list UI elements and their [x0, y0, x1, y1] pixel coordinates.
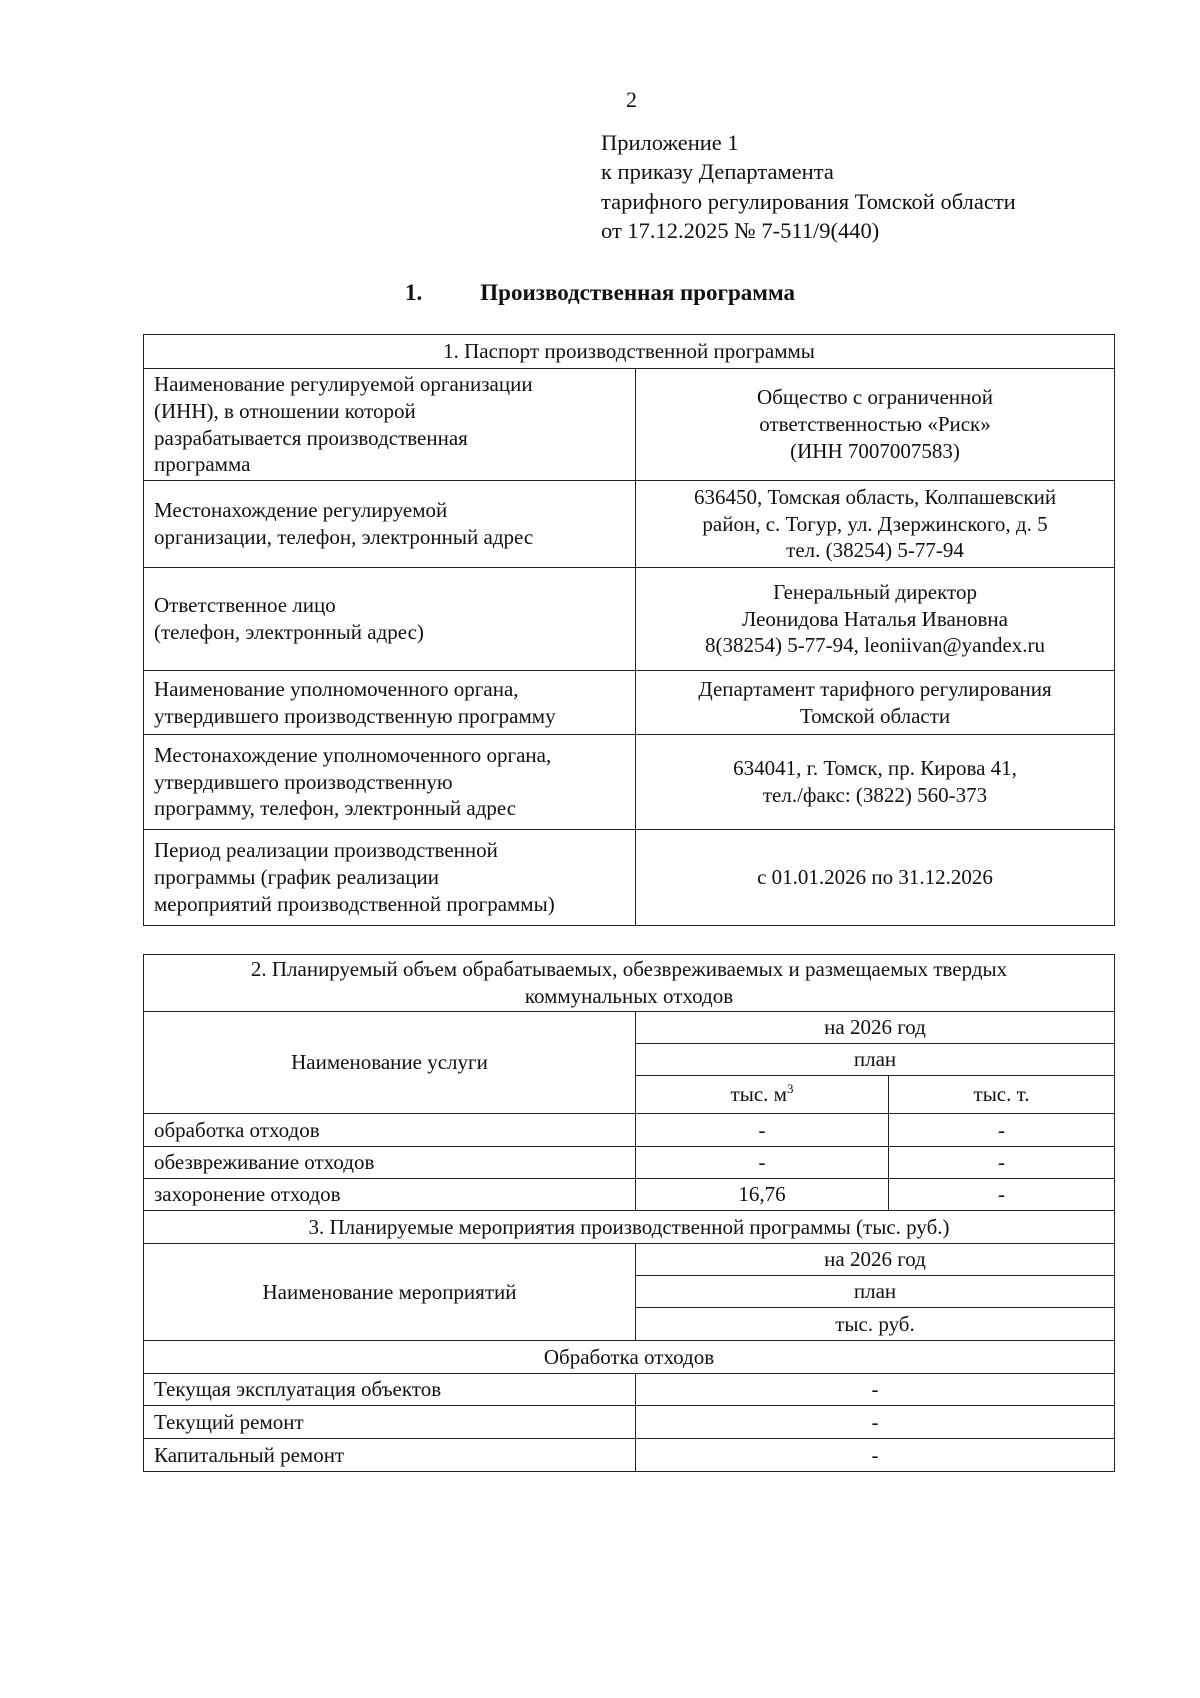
- value-m3: 16,76: [636, 1179, 889, 1211]
- label-line: Местонахождение уполномоченного органа,: [154, 742, 552, 767]
- measures-plan-label: план: [636, 1276, 1115, 1308]
- label-line: Ответственное лицо: [154, 593, 336, 618]
- unit-m3-text: тыс. м: [730, 1082, 787, 1107]
- label-line: программу, телефон, электронный адрес: [154, 796, 517, 821]
- unit-m3-sup: 3: [786, 1081, 794, 1097]
- value-m3: -: [636, 1147, 889, 1179]
- measure-value: -: [636, 1439, 1115, 1472]
- measures-unit-label: тыс. руб.: [636, 1308, 1115, 1341]
- passport-table: [143, 334, 1115, 926]
- table-row: [144, 671, 1115, 735]
- value-line: район, с. Тогур, ул. Дзержинского, д. 5: [702, 511, 1048, 536]
- passport-header-row: [144, 335, 1115, 369]
- value-line: 634041, г. Томск, пр. Кирова 41,: [733, 756, 1017, 781]
- value-line: (ИНН 7007007583): [790, 438, 960, 463]
- appendix-line: Приложение 1: [601, 130, 739, 155]
- year-label: на 2026 год: [636, 1012, 1115, 1044]
- volume-header: [144, 955, 1115, 1012]
- value-t: -: [889, 1114, 1115, 1147]
- table-row: [144, 1012, 1115, 1044]
- table-row: [144, 1147, 1115, 1179]
- passport-value: [636, 830, 1115, 926]
- header-line: 2. Планируемый объем обрабатываемых, обезвреживаемых и размещаемых твердых: [250, 957, 1008, 982]
- value-line: Томской области: [799, 703, 951, 728]
- unit-t: тыс. т.: [889, 1076, 1115, 1114]
- passport-label: [144, 369, 636, 481]
- measures-group-label: Обработка отходов: [144, 1341, 1115, 1374]
- value-line: Генеральный директор: [773, 579, 977, 604]
- appendix-line: тарифного регулирования Томской области: [601, 188, 1016, 214]
- table-row: [144, 735, 1115, 830]
- measure-value: -: [636, 1374, 1115, 1406]
- passport-label: [144, 735, 636, 830]
- passport-value: [636, 568, 1115, 671]
- value-t: -: [889, 1179, 1115, 1211]
- value-line: ответственностью «Риск»: [759, 412, 991, 437]
- measure-name: Текущая эксплуатация объектов: [144, 1374, 636, 1406]
- value-line: Департамент тарифного регулирования: [698, 676, 1052, 701]
- passport-value: [636, 735, 1115, 830]
- value-t: -: [889, 1147, 1115, 1179]
- section-title-text: Производственная программа: [480, 280, 795, 305]
- label-line: (телефон, электронный адрес): [154, 620, 424, 644]
- passport-value: [636, 369, 1115, 481]
- table-row: [144, 1179, 1115, 1211]
- service-name: обработка отходов: [144, 1114, 636, 1147]
- label-line: Местонахождение регулируемой: [154, 498, 448, 523]
- volume-header-row: [144, 955, 1115, 1012]
- label-line: разрабатывается производственная: [154, 425, 468, 450]
- appendix-line: от 17.12.2025 № 7-511/9(440): [601, 217, 880, 243]
- table-row: [144, 369, 1115, 481]
- section-number: 1.: [405, 280, 423, 305]
- label-line: Наименование регулируемой организации: [154, 371, 533, 396]
- value-line: 8(38254) 5-77-94, leoniivan@yandex.ru: [704, 633, 1046, 658]
- measures-name-label: Наименование мероприятий: [144, 1244, 636, 1341]
- plan-label: план: [636, 1044, 1115, 1076]
- measures-header-row: [144, 1211, 1115, 1244]
- measures-year-label: на 2026 год: [636, 1244, 1115, 1276]
- table-row: [144, 1406, 1115, 1439]
- value-line: тел./факс: (3822) 560-373: [762, 783, 988, 807]
- value-line: тел. (38254) 5-77-94: [786, 538, 964, 563]
- table-row: [144, 1114, 1115, 1147]
- table-row: [144, 1341, 1115, 1374]
- passport-label: [144, 568, 636, 671]
- table-row: [144, 1439, 1115, 1472]
- passport-value: [636, 671, 1115, 735]
- passport-label: [144, 671, 636, 735]
- header-line: коммунальных отходов: [524, 984, 734, 1008]
- passport-label: [144, 830, 636, 926]
- label-line: Наименование уполномоченного органа,: [154, 676, 519, 701]
- label-line: утвердившего производственную: [154, 769, 453, 794]
- table-row: [144, 1244, 1115, 1276]
- value-line: Леонидова Наталья Ивановна: [742, 606, 1008, 631]
- passport-value: [636, 481, 1115, 568]
- measure-name: Текущий ремонт: [144, 1406, 636, 1439]
- appendix-line: к приказу Департамента: [601, 159, 834, 185]
- passport-header: 1. Паспорт производственной программы: [144, 335, 1115, 369]
- label-line: организации, телефон, электронный адрес: [154, 525, 534, 549]
- table-row: [144, 568, 1115, 671]
- label-line: программы (график реализации: [154, 865, 439, 890]
- value-line: с 01.01.2026 по 31.12.2026: [757, 865, 993, 890]
- label-line: Период реализации производственной: [154, 838, 498, 863]
- label-line: (ИНН), в отношении которой: [154, 398, 416, 423]
- table-row: [144, 830, 1115, 926]
- service-name: обезвреживание отходов: [144, 1147, 636, 1179]
- label-line: утвердившего производственную программу: [154, 703, 556, 728]
- table-row: [144, 481, 1115, 568]
- volume-measures-table: [143, 954, 1115, 1472]
- appendix-block: [601, 128, 1016, 245]
- service-label: Наименование услуги: [144, 1012, 636, 1114]
- table-row: [144, 1374, 1115, 1406]
- value-line: 636450, Томская область, Колпашевский: [693, 484, 1057, 509]
- measures-header: 3. Планируемые мероприятия производственной программы (тыс. руб.): [144, 1211, 1115, 1244]
- label-line: мероприятий производственной программы): [154, 891, 555, 916]
- page-number: 2: [626, 87, 637, 112]
- section-title: [0, 279, 1200, 308]
- label-line: программа: [154, 452, 251, 477]
- measure-name: Капитальный ремонт: [144, 1439, 636, 1472]
- value-m3: -: [636, 1114, 889, 1147]
- service-name: захоронение отходов: [144, 1179, 636, 1211]
- measure-value: -: [636, 1406, 1115, 1439]
- unit-m3: [636, 1076, 889, 1114]
- value-line: Общество с ограниченной: [757, 385, 993, 410]
- passport-label: [144, 481, 636, 568]
